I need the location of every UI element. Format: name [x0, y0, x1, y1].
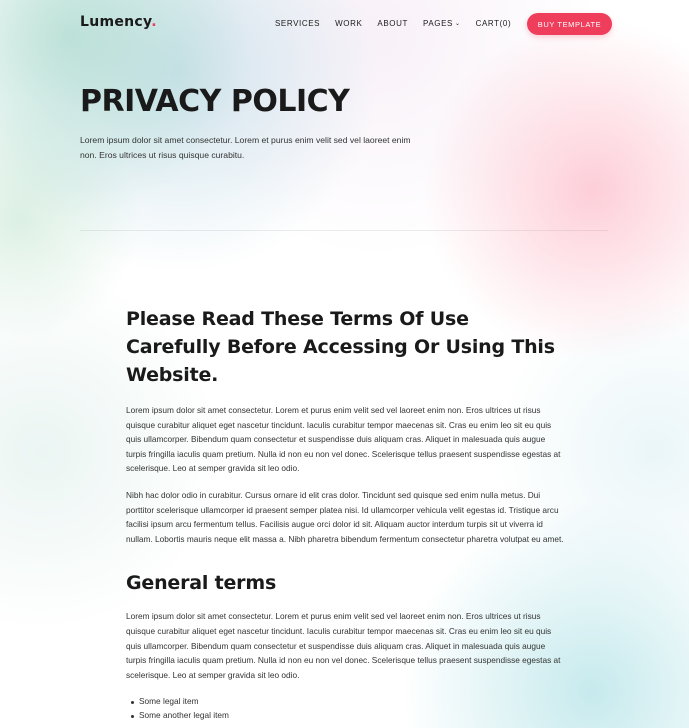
chevron-down-icon: ⌄ — [454, 21, 461, 27]
legal-list — [126, 695, 566, 722]
list-item: Some another legal item — [126, 709, 566, 723]
paragraph-1: Lorem ipsum dolor sit amet consectetur. Lorem et purus enim velit sed vel laoreet enim non. Eros ultrices ut risus quisque curabitur aliquet eget nascetur tincidunt. Iaculis curabitur tempor maecenas sit. Cras eu enim leo sit eu quis quis ullamcorper. Bibendum quam consectetur et suspendisse duis aliquam cras. Aliquet in malesuada quis augue turpis fringilla iaculis quam pretium. Nulla id non eu non vel donec. Scelerisque tellus praesent suspendisse egestas at scelerisque. Leo at semper gravida sit leo odio. — [126, 405, 561, 474]
paragraph-2: Nibh hac dolor odio in curabitur. Cursus ornare id elit cras dolor. Tincidunt sed quisque sed enim nulla metus. Dui porttitor scelerisque ullamcorper id praesent semper platea nisi. Id ullamcorper vehicula velit egestas id. Tristique arcu facilisi ipsum arcu fermentum tellus. Facilisis augue orci dolor id sit. Aliquam auctor interdum turpis sit ut viverra id nullam. Lobortis mauris neque elit massa a. Nibh pharetra bibendum fermentum consectetur pharetra volutpat eu amet. — [126, 489, 564, 544]
nav-item-services[interactable]: SERVICES — [275, 19, 321, 28]
nav-item-cart[interactable]: CART(0) — [475, 19, 512, 28]
logo-text: Lumency — [80, 14, 152, 30]
buy-template-button[interactable]: BUY TEMPLATE — [527, 13, 612, 35]
section-heading-general-terms: General terms — [126, 572, 277, 595]
hero-subtitle: Lorem ipsum dolor sit amet consectetur. Lorem et purus enim velit sed vel laoreet enim non. Eros ultrices ut risus quisque curabitu. — [80, 135, 411, 160]
main-nav — [275, 19, 511, 28]
page-title: PRIVACY POLICY — [80, 84, 350, 119]
section-divider — [80, 230, 608, 231]
nav-item-about[interactable]: ABOUT — [377, 19, 408, 28]
logo-dot: . — [151, 14, 157, 30]
nav-item-pages[interactable] — [423, 19, 461, 28]
lead-heading: Please Read These Terms Of Use Carefully Before Accessing Or Using This Website. — [126, 308, 555, 386]
logo[interactable] — [80, 14, 157, 30]
policy-content — [126, 305, 566, 722]
site-header — [0, 0, 689, 48]
list-item: Some legal item — [126, 695, 566, 709]
nav-item-pages-label: PAGES — [422, 19, 453, 28]
nav-item-work[interactable]: WORK — [335, 19, 363, 28]
paragraph-3: Lorem ipsum dolor sit amet consectetur. Lorem et purus enim velit sed vel laoreet enim non. Eros ultrices ut risus quisque curabitur aliquet eget nascetur tincidunt. Iaculis curabitur tempor maecenas sit. Cras eu enim leo sit eu quis quis ullamcorper. Bibendum quam consectetur et suspendisse duis aliquam cras. Aliquet in malesuada quis augue turpis fringilla iaculis quam pretium. Nulla id non eu non vel donec. Scelerisque tellus praesent suspendisse egestas at scelerisque. Leo at semper gravida sit leo odio. — [126, 611, 561, 680]
